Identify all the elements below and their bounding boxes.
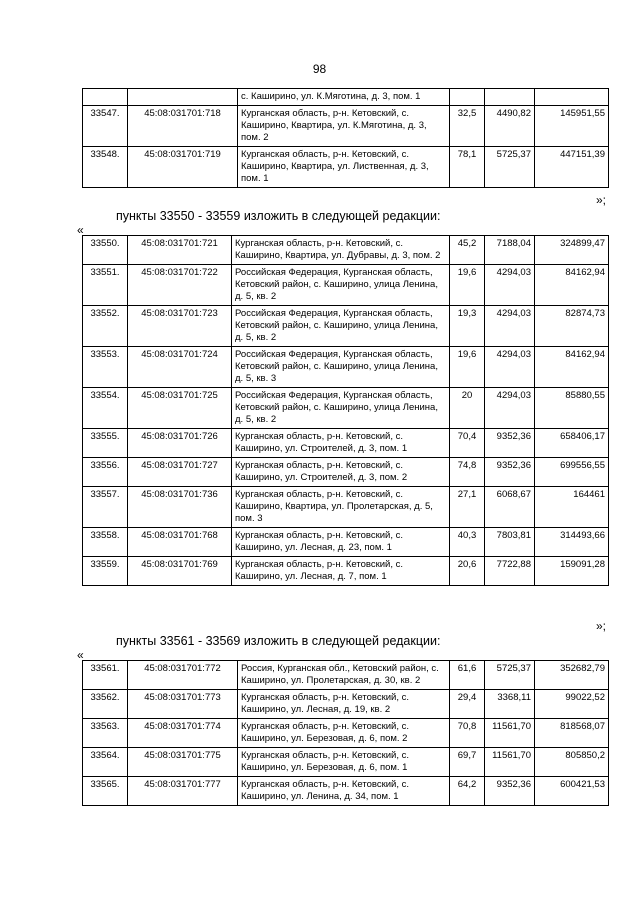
price-cell: 6068,67: [485, 487, 535, 528]
row-number-cell: 33564.: [83, 748, 128, 777]
cadastral-number-cell: [128, 89, 238, 106]
address-cell: с. Каширино, ул. К.Мяготина, д. 3, пом. 1: [238, 89, 450, 106]
area-cell: 40,3: [450, 528, 485, 557]
table-row: [83, 748, 609, 777]
table-row: [83, 147, 609, 188]
row-number-cell: 33561.: [83, 661, 128, 690]
section-heading-3: пункты 33561 - 33569 изложить в следующей редакции:: [116, 634, 441, 648]
address-cell: Курганская область, р-н. Кетовский, с. Каширино, Квартира, ул. К.Мяготина, д. 3, пом. 2: [238, 106, 450, 147]
address-cell: Российская Федерация, Курганская область, Кетовский район, с. Каширино, улица Ленина, д. 5, кв. 2: [232, 306, 450, 347]
area-cell: 20: [450, 388, 485, 429]
price-cell: 4294,03: [485, 347, 535, 388]
total-value-cell: 159091,28: [535, 557, 609, 586]
table-row: [83, 458, 609, 487]
cadastral-number-cell: 45:08:031701:773: [128, 690, 238, 719]
table-row: [83, 719, 609, 748]
total-value-cell: 145951,55: [535, 106, 609, 147]
table-row: [83, 487, 609, 528]
price-cell: 7722,88: [485, 557, 535, 586]
address-cell: Курганская область, р-н. Кетовский, с. Каширино, Квартира, ул. Дубравы, д. 3, пом. 2: [232, 236, 450, 265]
table-row: [83, 690, 609, 719]
table-row: [83, 265, 609, 306]
area-cell: 19,6: [450, 265, 485, 306]
cadastral-number-cell: 45:08:031701:718: [128, 106, 238, 147]
total-value-cell: 805850,2: [535, 748, 609, 777]
address-cell: Российская Федерация, Курганская область, Кетовский район, с. Каширино, улица Ленина, д. 5, кв. 2: [232, 388, 450, 429]
cadastral-number-cell: 45:08:031701:722: [128, 265, 232, 306]
price-cell: 7188,04: [485, 236, 535, 265]
area-cell: [450, 89, 485, 106]
row-number-cell: 33550.: [83, 236, 128, 265]
table-row: [83, 557, 609, 586]
address-cell: Российская Федерация, Курганская область, Кетовский район, с. Каширино, улица Ленина, д. 5, кв. 2: [232, 265, 450, 306]
area-cell: 29,4: [450, 690, 485, 719]
close-quote-1: »;: [596, 193, 607, 207]
row-number-cell: 33563.: [83, 719, 128, 748]
area-cell: 69,7: [450, 748, 485, 777]
area-cell: 78,1: [450, 147, 485, 188]
total-value-cell: 658406,17: [535, 429, 609, 458]
total-value-cell: 818568,07: [535, 719, 609, 748]
address-cell: Курганская область, р-н. Кетовский, с. Каширино, Квартира, ул. Лиственная, д. 3, пом. 1: [238, 147, 450, 188]
address-cell: Курганская область, р-н. Кетовский, с. Каширино, ул. Ленина, д. 34, пом. 1: [238, 777, 450, 806]
table-row: [83, 236, 609, 265]
cadastral-number-cell: 45:08:031701:774: [128, 719, 238, 748]
price-cell: 11561,70: [485, 748, 535, 777]
address-cell: Российская Федерация, Курганская область, Кетовский район, с. Каширино, улица Ленина, д. 5, кв. 3: [232, 347, 450, 388]
open-quote-3: «: [77, 648, 84, 662]
table-row: [83, 306, 609, 347]
cadastral-number-cell: 45:08:031701:719: [128, 147, 238, 188]
price-cell: 5725,37: [485, 147, 535, 188]
row-number-cell: 33553.: [83, 347, 128, 388]
row-number-cell: 33552.: [83, 306, 128, 347]
price-cell: 3368,11: [485, 690, 535, 719]
row-number-cell: [83, 89, 128, 106]
table-row: [83, 89, 609, 106]
address-cell: Курганская область, р-н. Кетовский, с. Каширино, ул. Лесная, д. 7, пом. 1: [232, 557, 450, 586]
total-value-cell: 447151,39: [535, 147, 609, 188]
area-cell: 32,5: [450, 106, 485, 147]
cadastral-number-cell: 45:08:031701:726: [128, 429, 232, 458]
table-row: [83, 106, 609, 147]
row-number-cell: 33548.: [83, 147, 128, 188]
row-number-cell: 33558.: [83, 528, 128, 557]
price-cell: 4294,03: [485, 306, 535, 347]
cadastral-number-cell: 45:08:031701:725: [128, 388, 232, 429]
table-row: [83, 347, 609, 388]
table-row: [83, 661, 609, 690]
area-cell: 19,3: [450, 306, 485, 347]
address-cell: Курганская область, р-н. Кетовский, с. Каширино, ул. Строителей, д. 3, пом. 1: [232, 429, 450, 458]
price-cell: [485, 89, 535, 106]
open-quote-2: «: [77, 223, 84, 237]
row-number-cell: 33555.: [83, 429, 128, 458]
area-cell: 74,8: [450, 458, 485, 487]
area-cell: 27,1: [450, 487, 485, 528]
row-number-cell: 33556.: [83, 458, 128, 487]
table-row: [83, 528, 609, 557]
cadastral-number-cell: 45:08:031701:768: [128, 528, 232, 557]
row-number-cell: 33557.: [83, 487, 128, 528]
address-cell: Курганская область, р-н. Кетовский, с. Каширино, ул. Строителей, д. 3, пом. 2: [232, 458, 450, 487]
row-number-cell: 33554.: [83, 388, 128, 429]
total-value-cell: 324899,47: [535, 236, 609, 265]
area-cell: 45,2: [450, 236, 485, 265]
area-cell: 64,2: [450, 777, 485, 806]
price-cell: 9352,36: [485, 777, 535, 806]
page-number: 98: [312, 62, 327, 76]
address-cell: Россия, Курганская обл., Кетовский район, с. Каширино, ул. Пролетарская, д. 30, кв. 2: [238, 661, 450, 690]
cadastral-number-cell: 45:08:031701:727: [128, 458, 232, 487]
price-cell: 9352,36: [485, 458, 535, 487]
area-cell: 70,4: [450, 429, 485, 458]
total-value-cell: 699556,55: [535, 458, 609, 487]
total-value-cell: [535, 89, 609, 106]
row-number-cell: 33547.: [83, 106, 128, 147]
address-cell: Курганская область, р-н. Кетовский, с. Каширино, ул. Лесная, д. 19, кв. 2: [238, 690, 450, 719]
price-cell: 9352,36: [485, 429, 535, 458]
area-cell: 61,6: [450, 661, 485, 690]
cadastral-number-cell: 45:08:031701:772: [128, 661, 238, 690]
price-cell: 5725,37: [485, 661, 535, 690]
area-cell: 19,6: [450, 347, 485, 388]
table-row: [83, 429, 609, 458]
cadastral-number-cell: 45:08:031701:769: [128, 557, 232, 586]
total-value-cell: 600421,53: [535, 777, 609, 806]
total-value-cell: 85880,55: [535, 388, 609, 429]
total-value-cell: 352682,79: [535, 661, 609, 690]
address-cell: Курганская область, р-н. Кетовский, с. Каширино, ул. Березовая, д. 6, пом. 1: [238, 748, 450, 777]
close-quote-2: »;: [596, 619, 607, 633]
cadastral-number-cell: 45:08:031701:721: [128, 236, 232, 265]
price-cell: 4294,03: [485, 388, 535, 429]
property-table-1: [82, 88, 609, 188]
address-cell: Курганская область, р-н. Кетовский, с. Каширино, ул. Березовая, д. 6, пом. 2: [238, 719, 450, 748]
total-value-cell: 84162,94: [535, 265, 609, 306]
total-value-cell: 164461: [535, 487, 609, 528]
total-value-cell: 314493,66: [535, 528, 609, 557]
total-value-cell: 84162,94: [535, 347, 609, 388]
row-number-cell: 33559.: [83, 557, 128, 586]
cadastral-number-cell: 45:08:031701:777: [128, 777, 238, 806]
area-cell: 20,6: [450, 557, 485, 586]
price-cell: 4294,03: [485, 265, 535, 306]
cadastral-number-cell: 45:08:031701:724: [128, 347, 232, 388]
price-cell: 4490,82: [485, 106, 535, 147]
cadastral-number-cell: 45:08:031701:723: [128, 306, 232, 347]
table-row: [83, 777, 609, 806]
property-table-3: [82, 660, 609, 806]
row-number-cell: 33565.: [83, 777, 128, 806]
row-number-cell: 33562.: [83, 690, 128, 719]
area-cell: 70,8: [450, 719, 485, 748]
section-heading-2: пункты 33550 - 33559 изложить в следующей редакции:: [116, 209, 441, 223]
cadastral-number-cell: 45:08:031701:736: [128, 487, 232, 528]
cadastral-number-cell: 45:08:031701:775: [128, 748, 238, 777]
address-cell: Курганская область, р-н. Кетовский, с. Каширино, ул. Лесная, д. 23, пом. 1: [232, 528, 450, 557]
table-row: [83, 388, 609, 429]
total-value-cell: 82874,73: [535, 306, 609, 347]
address-cell: Курганская область, р-н. Кетовский, с. Каширино, Квартира, ул. Пролетарская, д. 5, пом. 3: [232, 487, 450, 528]
row-number-cell: 33551.: [83, 265, 128, 306]
property-table-2: [82, 235, 609, 586]
price-cell: 11561,70: [485, 719, 535, 748]
price-cell: 7803,81: [485, 528, 535, 557]
total-value-cell: 99022,52: [535, 690, 609, 719]
